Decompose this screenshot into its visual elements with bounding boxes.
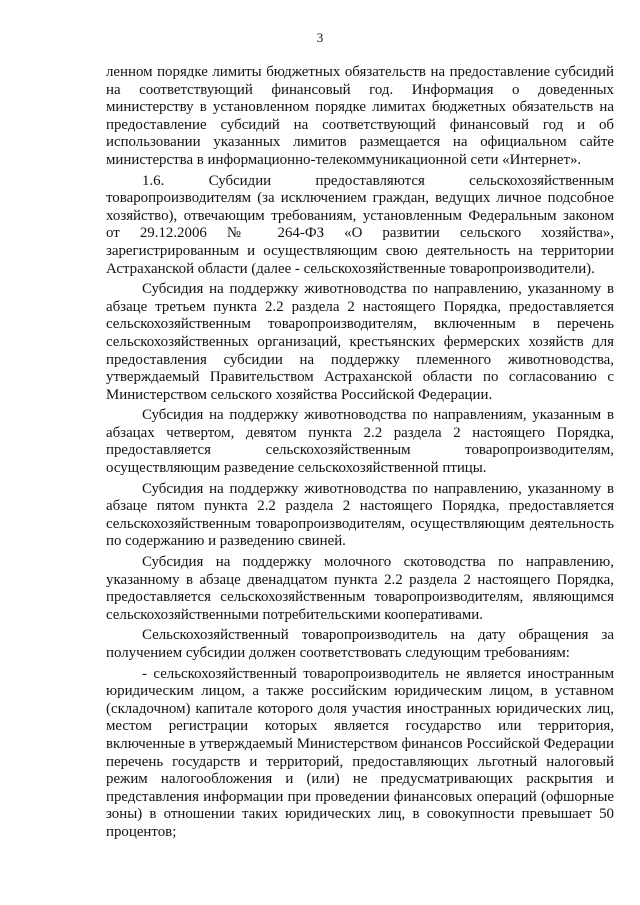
paragraph-6: Субсидия на поддержку молочного скотоводства по направлению, указанному в абзаце двенадцатом пункта 2.2 раздела 2 настоящего Порядка, предоставляется сельскохозяйственным товаропроизводителям, являющимся сельскохозяйственными потребительскими кооперативами.: [106, 554, 614, 623]
paragraph-5: Субсидия на поддержку животноводства по направлению, указанному в абзаце пятом пункта 2.2 раздела 2 настоящего Порядка, предоставляется сельскохозяйственным товаропроизводителям, осуществляющим деятельность по содержанию и разведению свиней.: [106, 480, 614, 550]
paragraph-2: 1.6. Субсидии предоставляются сельскохозяйственным товаропроизводителям (за исключением граждан, ведущих личное подсобное хозяйство), отвечающим требованиям, установленным Федеральным законом от 29.12.2006 № 264-ФЗ «О развитии сельского хозяйства», зарегистрированным и осуществляющим свою деятельность на территории Астраханской области (далее - сельскохозяйственные товаропроизводители).: [106, 172, 614, 277]
document-body: [106, 64, 614, 845]
paragraph-3: Субсидия на поддержку животноводства по направлению, указанному в абзаце третьем пункта 2.2 раздела 2 настоящего Порядка, предоставляется сельскохозяйственным товаропроизводителям, включенным в перечень сельскохозяйственных организаций, крестьянских фермерских хозяйств для предоставления субсидии на поддержку племенного животноводства, утверждаемый Правительством Астраханской области по согласованию с Министерством сельского хозяйства Российской Федерации.: [106, 281, 614, 403]
paragraph-8: - сельскохозяйственный товаропроизводитель не является иностранным юридическим лицом, а также российским юридическим лицом, в уставном (складочном) капитале которого доля участия иностранных юридических лиц, местом регистрации которых является государство или территория, включенные в утверждаемый Министерством финансов Российской Федерации перечень государств и территорий, предоставляющих льготный налоговый режим налогообложения и (или) не предусматривающих раскрытия и представления информации при проведении финансовых операций (офшорные зоны) в отношении таких юридических лиц, в совокупности превышает 50 процентов;: [106, 665, 614, 840]
paragraph-7: Сельскохозяйственный товаропроизводитель на дату обращения за получением субсидии должен соответствовать следующим требованиям:: [106, 627, 614, 661]
paragraph-1: ленном порядке лимиты бюджетных обязательств на предоставление субсидий на соответствующий финансовый год. Информация о доведенных министерству в установленном порядке лимитах бюджетных обязательств на предоставление субсидий на соответствующий финансовый год и об использовании указанных лимитов размещается на официальном сайте министерства в информационно-телекоммуникационной сети «Интернет».: [106, 64, 614, 168]
page-number: 3: [316, 30, 324, 45]
paragraph-4: Субсидия на поддержку животноводства по направлениям, указанным в абзацах четвертом, девятом пункта 2.2 раздела 2 настоящего Порядка, предоставляется сельскохозяйственным товаропроизводителям, осуществляющим разведение сельскохозяйственной птицы.: [106, 407, 614, 477]
